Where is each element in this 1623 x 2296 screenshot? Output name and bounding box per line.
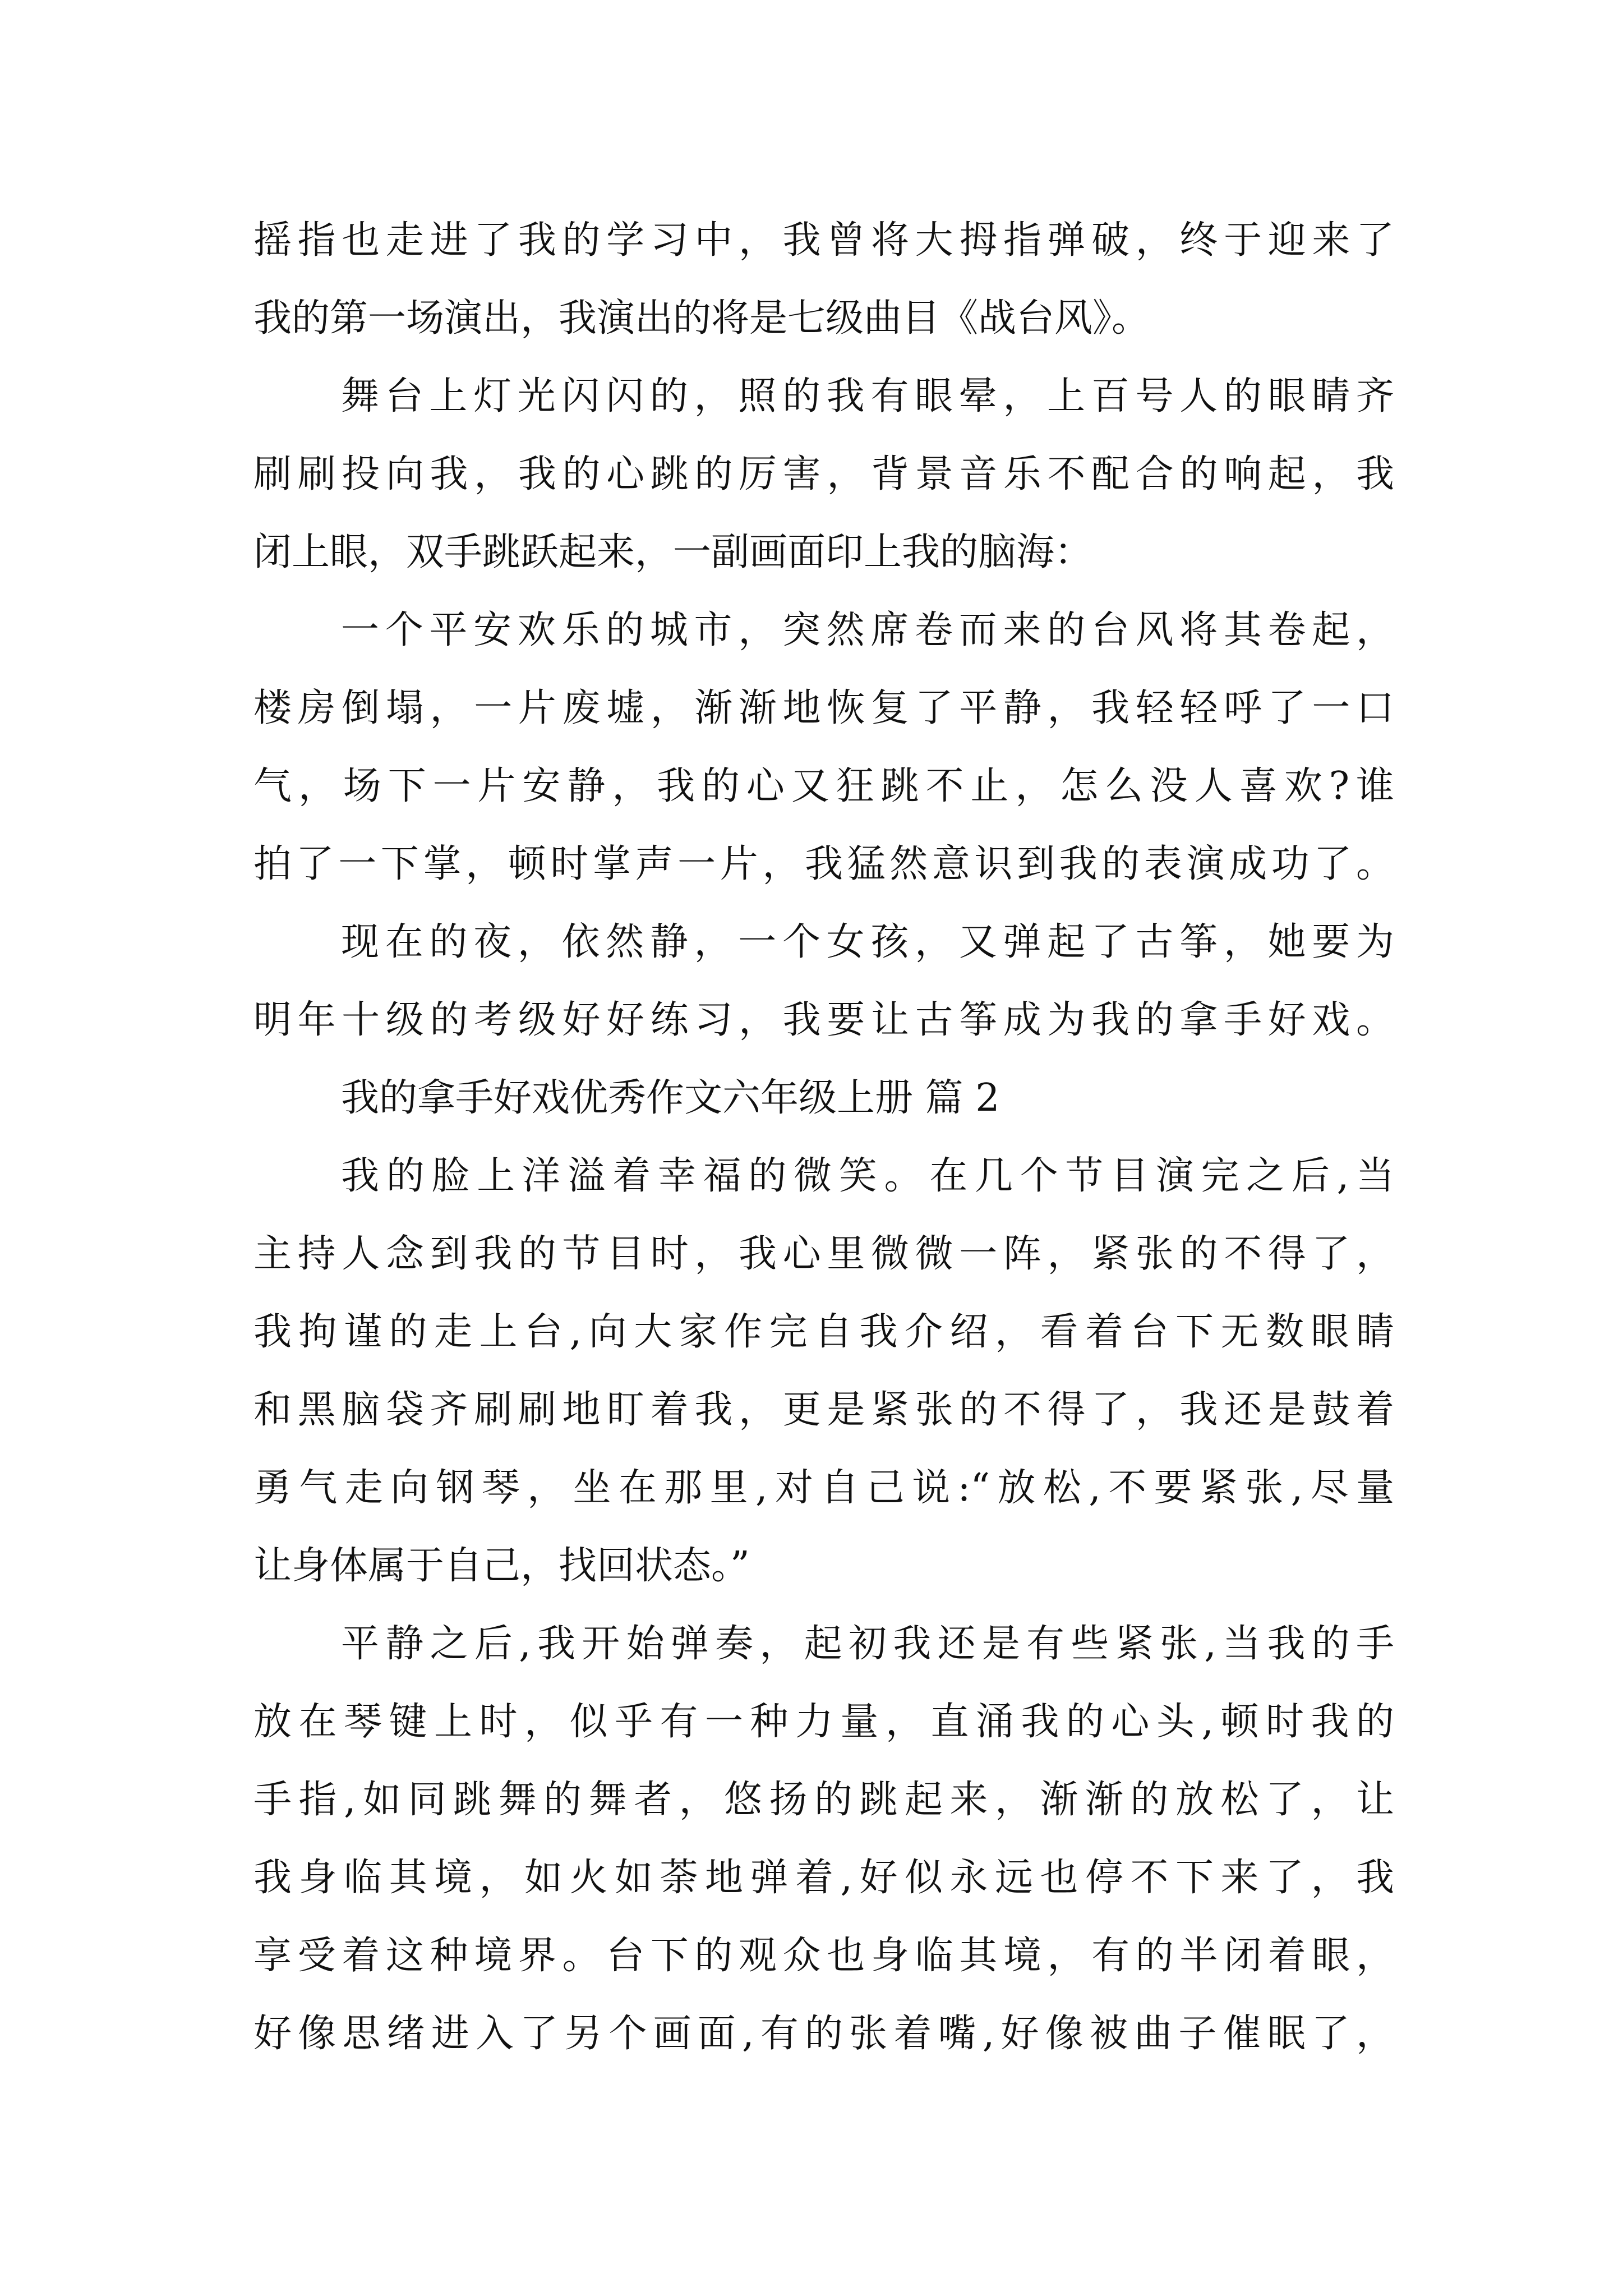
text-line: 我的第一场演出，我演出的将是七级曲目《战台风》。 bbox=[253, 296, 1150, 341]
text-line: 气，场下一片安静，我的心又狂跳不止，怎么没人喜欢?谁 bbox=[253, 764, 1394, 808]
text-line: 和黑脑袋齐刷刷地盯着我，更是紧张的不得了，我还是鼓着 bbox=[253, 1388, 1394, 1432]
text-line: 明年十级的考级好好练习，我要让古筝成为我的拿手好戏。 bbox=[253, 998, 1394, 1042]
paragraph-start-line: 舞台上灯光闪闪的，照的我有眼晕，上百号人的眼睛齐 bbox=[341, 374, 1394, 418]
text-line: 放在琴键上时，似乎有一种力量，直涌我的心头,顿时我的 bbox=[253, 1700, 1394, 1744]
text-line: 刷刷投向我，我的心跳的厉害，背景音乐不配合的响起，我 bbox=[253, 452, 1394, 496]
text-line: 让身体属于自己，找回状态。” bbox=[253, 1544, 750, 1588]
text-line: 享受着这种境界。台下的观众也身临其境，有的半闭着眼， bbox=[253, 1934, 1394, 1978]
document-body bbox=[253, 201, 1394, 2073]
text-line: 我身临其境，如火如荼地弹着,好似永远也停不下来了，我 bbox=[253, 1856, 1394, 1900]
paragraph-start-line: 我的脸上洋溢着幸福的微笑。在几个节目演完之后,当 bbox=[341, 1154, 1394, 1198]
text-line: 手指,如同跳舞的舞者，悠扬的跳起来，渐渐的放松了，让 bbox=[253, 1778, 1394, 1822]
text-line: 好像思绪进入了另个画面,有的张着嘴,好像被曲子催眠了， bbox=[253, 2012, 1394, 2056]
text-line: 主持人念到我的节目时，我心里微微一阵，紧张的不得了， bbox=[253, 1232, 1394, 1276]
section-heading: 我的拿手好戏优秀作文六年级上册 篇 2 bbox=[341, 1076, 1000, 1120]
paragraph-start-line: 现在的夜，依然静，一个女孩，又弹起了古筝，她要为 bbox=[341, 920, 1394, 964]
text-line: 拍了一下掌，顿时掌声一片，我猛然意识到我的表演成功了。 bbox=[253, 842, 1394, 886]
paragraph-start-line: 平静之后,我开始弹奏，起初我还是有些紧张,当我的手 bbox=[341, 1622, 1394, 1666]
text-line: 闭上眼，双手跳跃起来，一副画面印上我的脑海： bbox=[253, 530, 1093, 574]
text-line: 楼房倒塌，一片废墟，渐渐地恢复了平静，我轻轻呼了一口 bbox=[253, 686, 1394, 730]
text-line: 我拘谨的走上台,向大家作完自我介绍，看着台下无数眼睛 bbox=[253, 1310, 1394, 1354]
text-line: 摇指也走进了我的学习中，我曾将大拇指弹破，终于迎来了 bbox=[253, 218, 1394, 263]
text-line: 勇气走向钢琴，坐在那里,对自己说:“放松,不要紧张,尽量 bbox=[253, 1466, 1394, 1510]
paragraph-start-line: 一个平安欢乐的城市，突然席卷而来的台风将其卷起， bbox=[341, 608, 1394, 652]
